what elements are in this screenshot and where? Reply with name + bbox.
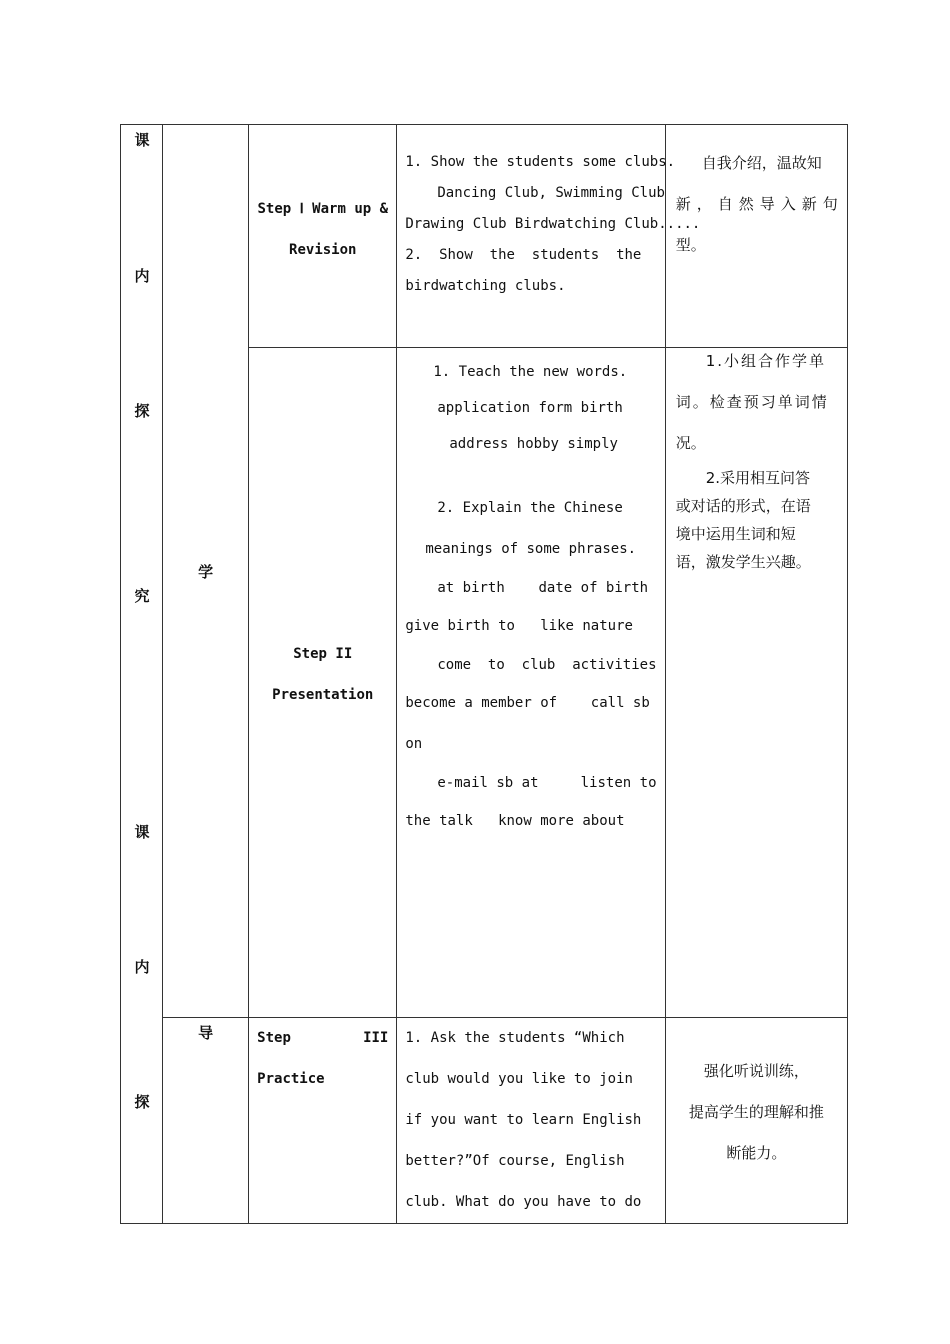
side-label-char: 内	[134, 267, 150, 285]
step-title: Step	[257, 1030, 291, 1046]
stage-label-cell	[163, 125, 249, 1018]
table-row	[121, 1018, 848, 1224]
content-line: Dancing Club, Swimming Club	[437, 185, 665, 201]
stage-label: 学	[198, 562, 214, 581]
stage-label-cell	[163, 1018, 249, 1224]
step-subtitle: Practice	[257, 1071, 325, 1087]
purpose-line: 提高学生的理解和推	[688, 1103, 824, 1121]
content-line: become a member of call sb	[405, 695, 650, 711]
content-line: come to club activities	[437, 657, 657, 673]
table-row	[121, 125, 848, 348]
content-cell	[397, 125, 701, 348]
content-line: address hobby simply	[449, 436, 618, 452]
content-line: 1. Teach the new words.	[433, 364, 628, 380]
purpose-line: 型。	[675, 236, 706, 254]
purpose-line: 新，自然导入新句	[675, 195, 844, 213]
step-subtitle: Revision	[289, 242, 357, 258]
side-label-char: 课	[134, 131, 150, 149]
purpose-cell	[665, 348, 847, 1018]
content-line: Drawing Club Birdwatching Club.....	[405, 216, 701, 232]
content-line: 1. Ask the students “Which	[405, 1030, 625, 1046]
content-line: better?”Of course, English	[405, 1153, 625, 1169]
content-line: meanings of some phrases.	[425, 541, 637, 557]
purpose-line: 语，激发学生兴趣。	[675, 553, 811, 571]
content-line: club would you like to join	[405, 1071, 633, 1087]
step-cell	[249, 1018, 397, 1224]
content-line: 2. Explain the Chinese	[437, 500, 623, 516]
step-title-row	[257, 1018, 388, 1059]
content-line: 1. Show the students some clubs.	[405, 154, 676, 170]
content-line: birdwatching clubs.	[405, 278, 566, 294]
stage-label: 导	[198, 1024, 214, 1042]
content-line: e-mail sb at listen to	[437, 775, 657, 791]
step-cell	[249, 348, 397, 1018]
content-line: at birth date of birth	[437, 580, 649, 596]
side-label-char: 内	[134, 958, 150, 976]
purpose-line: 断能力。	[726, 1144, 787, 1162]
content-line: give birth to like nature	[405, 618, 633, 634]
side-label-column	[121, 125, 163, 1224]
purpose-cell	[665, 125, 847, 348]
step-cell	[249, 125, 397, 348]
content-line: application form birth	[437, 400, 623, 416]
purpose-line: 词。检查预习单词情	[675, 393, 829, 411]
side-label-char: 究	[134, 587, 150, 605]
content-cell	[397, 1018, 665, 1224]
side-label-char: 课	[134, 823, 150, 841]
step-title: Step II	[293, 646, 353, 662]
content-line: 2. Show the students the	[405, 247, 642, 263]
content-cell	[397, 348, 665, 1018]
purpose-line: 1.小组合作学单	[705, 352, 827, 370]
side-label-char: 探	[134, 1093, 150, 1111]
purpose-line: 自我介绍，温故知	[701, 154, 822, 172]
content-line: if you want to learn English	[405, 1112, 642, 1128]
purpose-line: 强化听说训练，	[703, 1062, 809, 1080]
step-title: Step Ⅰ Warm up &	[257, 201, 389, 217]
purpose-line: 况。	[675, 434, 706, 452]
side-label-char: 探	[134, 402, 150, 420]
content-line: club. What do you have to do	[405, 1194, 642, 1210]
step-number: III	[363, 1030, 389, 1046]
content-line: on	[405, 736, 423, 752]
content-line: the talk know more about	[405, 813, 625, 829]
purpose-line: 或对话的形式，在语	[675, 497, 811, 515]
purpose-cell	[665, 1018, 847, 1224]
purpose-line: 境中运用生词和短	[675, 525, 796, 543]
purpose-line: 2.采用相互问答	[705, 469, 811, 487]
lesson-plan-table	[120, 124, 848, 1224]
step-subtitle: Presentation	[272, 687, 374, 703]
